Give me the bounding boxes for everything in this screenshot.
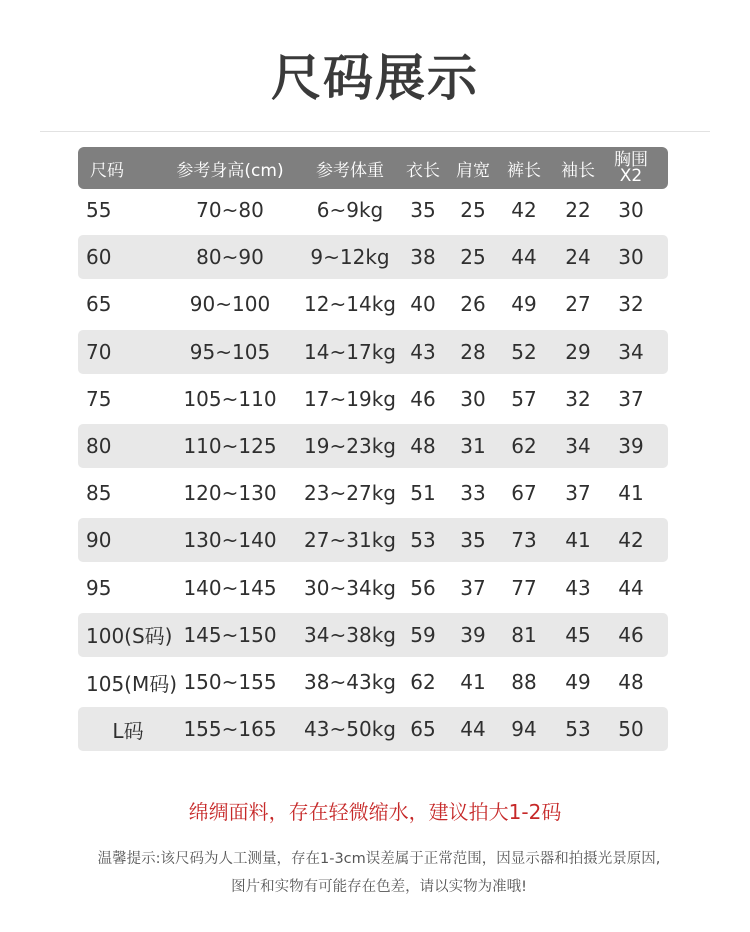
table-cell: 110~125	[183, 434, 277, 458]
table-cell: 33	[460, 481, 486, 506]
table-cell: 32	[618, 292, 644, 317]
table-row	[78, 471, 668, 515]
divider	[40, 131, 710, 132]
table-cell: 95~105	[189, 339, 271, 364]
table-cell: 14~17kg	[304, 339, 396, 364]
table-cell: 140~145	[183, 575, 277, 600]
table-cell: 48	[410, 434, 436, 458]
header-pants-length: 裤长	[507, 160, 541, 181]
table-cell: 46	[618, 622, 644, 647]
table-cell: 67	[511, 481, 537, 506]
table-cell: 43	[565, 575, 591, 600]
table-cell: 27	[565, 292, 591, 317]
table-row	[78, 660, 668, 704]
table-cell: 19~23kg	[304, 434, 396, 458]
table-cell: 50	[618, 717, 644, 742]
table-cell: 24	[565, 245, 591, 270]
table-cell: 145~150	[183, 622, 277, 647]
table-cell: 53	[410, 528, 436, 553]
table-cell: 130~140	[183, 528, 277, 553]
table-cell: 42	[511, 198, 537, 222]
table-cell: 35	[460, 528, 486, 553]
table-cell: 90	[86, 528, 112, 553]
table-cell: 26	[460, 292, 486, 317]
table-cell: 105~110	[183, 386, 277, 411]
measurement-note-line2: 图片和实物有可能存在色差，请以实物为准哦!	[231, 879, 527, 895]
table-cell: 43~50kg	[304, 717, 396, 742]
header-shoulder: 肩宽	[456, 160, 490, 181]
table-cell: 49	[565, 670, 591, 694]
measurement-note	[14, 845, 744, 901]
table-cell: 90~100	[189, 292, 271, 317]
table-cell: 75	[86, 386, 112, 411]
table-row	[78, 235, 668, 279]
table-header	[78, 147, 668, 189]
table-cell: 30	[460, 386, 486, 411]
table-cell: 29	[565, 339, 591, 364]
header-weight: 参考体重	[316, 160, 384, 181]
table-cell: 56	[410, 575, 436, 600]
table-cell: 25	[460, 245, 486, 270]
table-row	[78, 424, 668, 468]
table-cell: 80	[86, 434, 112, 458]
table-cell: 41	[460, 670, 486, 694]
page-title: 尺码展示	[271, 49, 479, 107]
table-cell: 57	[511, 386, 537, 411]
table-cell: 70~80	[196, 198, 264, 222]
table-cell: 41	[618, 481, 644, 506]
table-cell: 37	[565, 481, 591, 506]
table-cell: 94	[511, 717, 537, 742]
table-cell: 41	[565, 528, 591, 553]
table-cell: 46	[410, 386, 436, 411]
table-cell: 55	[86, 198, 112, 222]
table-cell: 9~12kg	[310, 245, 390, 270]
table-row	[78, 613, 668, 657]
table-cell: 38	[410, 245, 436, 270]
table-cell: 35	[410, 198, 436, 222]
table-cell: 12~14kg	[304, 292, 396, 317]
table-cell: 34	[618, 339, 644, 364]
table-cell: 95	[86, 575, 112, 600]
table-row	[78, 330, 668, 374]
table-cell: 42	[618, 528, 644, 553]
table-cell: 65	[86, 292, 112, 317]
table-cell: 34	[565, 434, 591, 458]
table-cell: 44	[511, 245, 537, 270]
table-cell: 150~155	[183, 670, 277, 694]
table-cell: 22	[565, 198, 591, 222]
table-cell: 28	[460, 339, 486, 364]
table-cell: 81	[511, 622, 537, 647]
table-row	[78, 377, 668, 421]
table-cell: 30	[618, 198, 644, 222]
table-cell: 65	[410, 717, 436, 742]
table-cell: 62	[410, 670, 436, 694]
table-row	[78, 566, 668, 610]
measurement-note-line1: 温馨提示:该尺码为人工测量，存在1-3cm误差属于正常范围，因显示器和拍摄光景原因,	[97, 851, 661, 867]
table-cell: 85	[86, 481, 112, 506]
table-cell: 37	[460, 575, 486, 600]
table-cell: 40	[410, 292, 436, 317]
header-sleeve: 袖长	[561, 160, 595, 181]
table-cell: 45	[565, 622, 591, 647]
table-cell: 51	[410, 481, 436, 506]
table-cell: 80~90	[196, 245, 264, 270]
table-cell: L码	[112, 718, 144, 743]
table-cell: 23~27kg	[304, 481, 396, 506]
table-row	[78, 188, 668, 232]
fabric-note: 绵绸面料，存在轻微缩水，建议拍大1-2码	[188, 800, 562, 824]
table-cell: 105(M码)	[86, 671, 178, 696]
table-cell: 30~34kg	[304, 575, 396, 600]
table-cell: 6~9kg	[316, 198, 384, 222]
table-cell: 44	[460, 717, 486, 742]
table-cell: 32	[565, 386, 591, 411]
header-size: 尺码	[90, 160, 124, 181]
table-cell: 30	[618, 245, 644, 270]
table-row	[78, 518, 668, 562]
table-cell: 44	[618, 575, 644, 600]
header-chest-line1: 胸围	[614, 150, 648, 170]
table-row	[78, 282, 668, 326]
table-cell: 38~43kg	[304, 670, 396, 694]
table-cell: 25	[460, 198, 486, 222]
table-cell: 34~38kg	[304, 622, 396, 647]
table-cell: 88	[511, 670, 537, 694]
table-cell: 70	[86, 339, 112, 364]
table-cell: 77	[511, 575, 537, 600]
table-cell: 155~165	[183, 717, 277, 742]
table-cell: 27~31kg	[304, 528, 396, 553]
header-height: 参考身高(cm)	[176, 160, 284, 181]
table-cell: 62	[511, 434, 537, 458]
table-cell: 59	[410, 622, 436, 647]
header-length: 衣长	[406, 160, 440, 181]
table-cell: 43	[410, 339, 436, 364]
table-cell: 73	[511, 528, 537, 553]
table-row	[78, 707, 668, 751]
table-cell: 31	[460, 434, 486, 458]
table-cell: 53	[565, 717, 591, 742]
table-cell: 60	[86, 245, 112, 270]
table-cell: 39	[460, 622, 486, 647]
table-cell: 52	[511, 339, 537, 364]
table-cell: 48	[618, 670, 644, 694]
table-cell: 120~130	[183, 481, 277, 506]
table-cell: 39	[618, 434, 644, 458]
table-cell: 37	[618, 386, 644, 411]
table-cell: 100(S码)	[86, 624, 173, 649]
header-chest	[606, 147, 656, 189]
header-chest-line2: X2	[619, 166, 643, 186]
table-cell: 17~19kg	[304, 386, 396, 411]
table-cell: 49	[511, 292, 537, 317]
